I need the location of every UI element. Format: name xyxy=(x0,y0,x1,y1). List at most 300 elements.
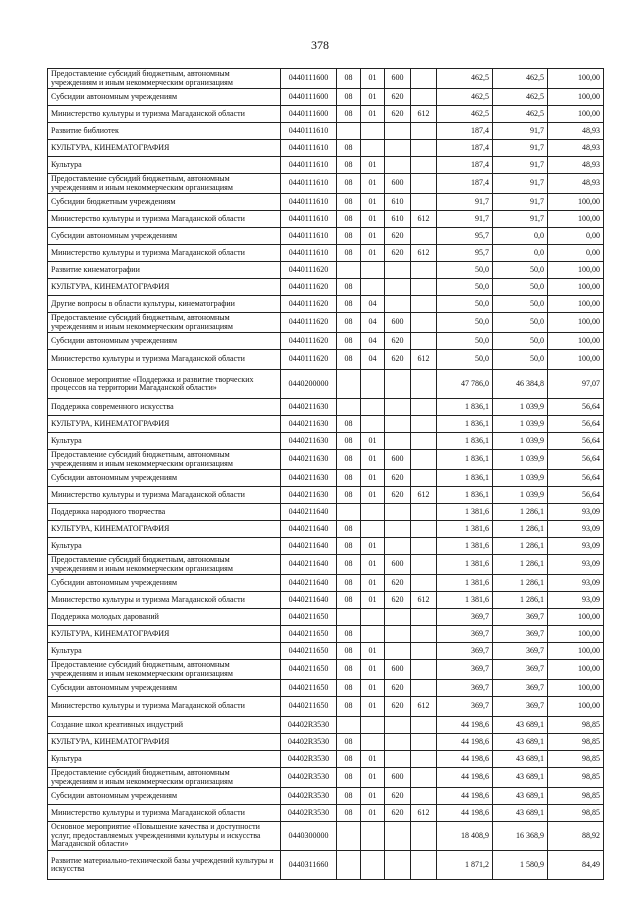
cell-gr xyxy=(411,69,437,89)
cell-exec: 462,5 xyxy=(493,106,548,123)
cell-rz: 08 xyxy=(337,140,361,157)
cell-pr xyxy=(361,734,385,751)
table-row xyxy=(48,279,604,296)
cell-name: Субсидии автономным учреждениям xyxy=(48,333,281,350)
cell-name: Министерство культуры и туризма Магаданской области xyxy=(48,245,281,262)
table-row xyxy=(48,174,604,194)
cell-plan: 462,5 xyxy=(437,106,493,123)
cell-plan: 1 381,6 xyxy=(437,521,493,538)
cell-code: 0440111610 xyxy=(281,194,337,211)
cell-gr xyxy=(411,660,437,680)
cell-pr: 01 xyxy=(361,450,385,470)
cell-name: Культура xyxy=(48,157,281,174)
cell-name: КУЛЬТУРА, КИНЕМАТОГРАФИЯ xyxy=(48,521,281,538)
cell-gr xyxy=(411,416,437,433)
cell-percent: 100,00 xyxy=(548,626,604,643)
cell-rz: 08 xyxy=(337,194,361,211)
cell-vr: 620 xyxy=(385,592,411,609)
cell-vr xyxy=(385,851,411,880)
cell-gr xyxy=(411,262,437,279)
cell-plan: 1 381,6 xyxy=(437,538,493,555)
cell-percent: 100,00 xyxy=(548,69,604,89)
cell-plan: 47 786,0 xyxy=(437,370,493,399)
table-row xyxy=(48,399,604,416)
table-row xyxy=(48,487,604,504)
cell-rz: 08 xyxy=(337,575,361,592)
cell-name: Субсидии автономным учреждениям xyxy=(48,680,281,697)
cell-rz: 08 xyxy=(337,211,361,228)
cell-name: Основное мероприятие «Поддержка и развитие творческих процессов на территории Магаданской области» xyxy=(48,370,281,399)
cell-gr xyxy=(411,521,437,538)
cell-pr: 04 xyxy=(361,296,385,313)
cell-exec: 1 286,1 xyxy=(493,555,548,575)
cell-rz: 08 xyxy=(337,228,361,245)
cell-code: 0440300000 xyxy=(281,822,337,851)
cell-plan: 369,7 xyxy=(437,626,493,643)
cell-vr: 620 xyxy=(385,333,411,350)
cell-exec: 43 689,1 xyxy=(493,751,548,768)
cell-pr xyxy=(361,123,385,140)
cell-exec: 1 039,9 xyxy=(493,487,548,504)
cell-rz xyxy=(337,123,361,140)
table-row xyxy=(48,140,604,157)
cell-gr: 612 xyxy=(411,245,437,262)
cell-pr: 01 xyxy=(361,592,385,609)
cell-exec: 1 286,1 xyxy=(493,504,548,521)
cell-vr xyxy=(385,157,411,174)
cell-code: 0440111620 xyxy=(281,262,337,279)
cell-plan: 1 381,6 xyxy=(437,575,493,592)
cell-name: Министерство культуры и туризма Магаданской области xyxy=(48,592,281,609)
cell-gr xyxy=(411,626,437,643)
cell-gr xyxy=(411,296,437,313)
cell-plan: 369,7 xyxy=(437,680,493,697)
cell-exec: 43 689,1 xyxy=(493,788,548,805)
cell-gr xyxy=(411,194,437,211)
table-row xyxy=(48,450,604,470)
cell-percent: 48,93 xyxy=(548,157,604,174)
cell-name: КУЛЬТУРА, КИНЕМАТОГРАФИЯ xyxy=(48,140,281,157)
cell-vr: 610 xyxy=(385,211,411,228)
cell-rz xyxy=(337,851,361,880)
cell-vr: 610 xyxy=(385,194,411,211)
table-row xyxy=(48,245,604,262)
cell-rz xyxy=(337,399,361,416)
cell-gr xyxy=(411,433,437,450)
cell-code: 0440211640 xyxy=(281,555,337,575)
cell-code: 0440111620 xyxy=(281,313,337,333)
cell-plan: 50,0 xyxy=(437,279,493,296)
cell-code: 04402R3530 xyxy=(281,734,337,751)
cell-percent: 56,64 xyxy=(548,487,604,504)
cell-vr xyxy=(385,538,411,555)
table-row xyxy=(48,768,604,788)
cell-gr xyxy=(411,174,437,194)
cell-name: Предоставление субсидий бюджетным, автономным учреждениям и иным некоммерческим организациям xyxy=(48,660,281,680)
cell-name: Другие вопросы в области культуры, кинематографии xyxy=(48,296,281,313)
cell-vr xyxy=(385,399,411,416)
cell-rz: 08 xyxy=(337,89,361,106)
cell-pr: 01 xyxy=(361,768,385,788)
cell-code: 0440111620 xyxy=(281,296,337,313)
cell-plan: 369,7 xyxy=(437,660,493,680)
cell-gr xyxy=(411,822,437,851)
cell-code: 0440111620 xyxy=(281,333,337,350)
cell-name: Министерство культуры и туризма Магаданской области xyxy=(48,487,281,504)
cell-plan: 187,4 xyxy=(437,174,493,194)
cell-name: Предоставление субсидий бюджетным, автономным учреждениям и иным некоммерческим организациям xyxy=(48,555,281,575)
cell-plan: 91,7 xyxy=(437,211,493,228)
cell-name: КУЛЬТУРА, КИНЕМАТОГРАФИЯ xyxy=(48,416,281,433)
table-row xyxy=(48,643,604,660)
cell-code: 04402R3530 xyxy=(281,768,337,788)
cell-rz: 08 xyxy=(337,433,361,450)
table-row xyxy=(48,592,604,609)
cell-vr xyxy=(385,262,411,279)
cell-pr: 01 xyxy=(361,245,385,262)
cell-plan: 44 198,6 xyxy=(437,805,493,822)
cell-exec: 91,7 xyxy=(493,194,548,211)
cell-percent: 98,85 xyxy=(548,717,604,734)
cell-exec: 1 039,9 xyxy=(493,470,548,487)
cell-gr xyxy=(411,450,437,470)
table-row xyxy=(48,333,604,350)
cell-name: Субсидии автономным учреждениям xyxy=(48,89,281,106)
cell-exec: 369,7 xyxy=(493,697,548,717)
cell-gr xyxy=(411,734,437,751)
cell-rz xyxy=(337,822,361,851)
cell-pr xyxy=(361,399,385,416)
cell-exec: 91,7 xyxy=(493,123,548,140)
cell-rz: 08 xyxy=(337,450,361,470)
cell-exec: 43 689,1 xyxy=(493,734,548,751)
cell-exec: 462,5 xyxy=(493,89,548,106)
cell-rz: 08 xyxy=(337,788,361,805)
cell-vr: 620 xyxy=(385,245,411,262)
cell-vr xyxy=(385,370,411,399)
cell-rz: 08 xyxy=(337,157,361,174)
cell-exec: 1 039,9 xyxy=(493,433,548,450)
cell-gr: 612 xyxy=(411,211,437,228)
cell-rz: 08 xyxy=(337,313,361,333)
cell-pr: 04 xyxy=(361,313,385,333)
cell-name: Культура xyxy=(48,538,281,555)
cell-plan: 187,4 xyxy=(437,140,493,157)
table-row xyxy=(48,734,604,751)
cell-vr xyxy=(385,609,411,626)
cell-pr: 01 xyxy=(361,660,385,680)
cell-percent: 100,00 xyxy=(548,697,604,717)
cell-name: Культура xyxy=(48,643,281,660)
cell-percent: 56,64 xyxy=(548,416,604,433)
cell-code: 0440311660 xyxy=(281,851,337,880)
cell-pr: 04 xyxy=(361,350,385,370)
cell-gr xyxy=(411,228,437,245)
cell-rz: 08 xyxy=(337,751,361,768)
cell-code: 04402R3530 xyxy=(281,751,337,768)
cell-rz: 08 xyxy=(337,296,361,313)
cell-pr: 01 xyxy=(361,174,385,194)
cell-code: 0440211640 xyxy=(281,538,337,555)
cell-exec: 91,7 xyxy=(493,211,548,228)
cell-vr: 620 xyxy=(385,697,411,717)
cell-gr xyxy=(411,788,437,805)
cell-gr xyxy=(411,89,437,106)
cell-percent: 56,64 xyxy=(548,450,604,470)
cell-name: Министерство культуры и туризма Магаданской области xyxy=(48,211,281,228)
cell-name: Основное мероприятие «Повышение качества и доступности услуг, предоставляемых учреждениями культуры и искусства Магаданской области» xyxy=(48,822,281,851)
cell-pr: 01 xyxy=(361,487,385,504)
cell-plan: 50,0 xyxy=(437,350,493,370)
cell-exec: 50,0 xyxy=(493,296,548,313)
table-row xyxy=(48,555,604,575)
cell-gr: 612 xyxy=(411,592,437,609)
cell-gr xyxy=(411,123,437,140)
cell-plan: 95,7 xyxy=(437,228,493,245)
cell-rz: 08 xyxy=(337,333,361,350)
cell-vr xyxy=(385,521,411,538)
cell-vr: 620 xyxy=(385,89,411,106)
cell-exec: 369,7 xyxy=(493,609,548,626)
cell-pr: 01 xyxy=(361,805,385,822)
cell-pr: 01 xyxy=(361,433,385,450)
table-row xyxy=(48,751,604,768)
cell-percent: 93,09 xyxy=(548,555,604,575)
cell-exec: 16 368,9 xyxy=(493,822,548,851)
cell-pr xyxy=(361,626,385,643)
cell-vr: 620 xyxy=(385,228,411,245)
cell-exec: 1 286,1 xyxy=(493,521,548,538)
cell-rz: 08 xyxy=(337,697,361,717)
cell-percent: 98,85 xyxy=(548,734,604,751)
cell-rz: 08 xyxy=(337,470,361,487)
cell-name: Предоставление субсидий бюджетным, автономным учреждениям и иным некоммерческим организациям xyxy=(48,450,281,470)
cell-vr xyxy=(385,140,411,157)
cell-percent: 100,00 xyxy=(548,609,604,626)
cell-percent: 100,00 xyxy=(548,106,604,123)
cell-percent: 88,92 xyxy=(548,822,604,851)
cell-vr xyxy=(385,734,411,751)
cell-percent: 100,00 xyxy=(548,643,604,660)
cell-pr: 01 xyxy=(361,788,385,805)
cell-plan: 462,5 xyxy=(437,89,493,106)
cell-code: 0440111610 xyxy=(281,123,337,140)
cell-plan: 1 381,6 xyxy=(437,504,493,521)
cell-gr xyxy=(411,504,437,521)
cell-rz: 08 xyxy=(337,768,361,788)
cell-pr xyxy=(361,370,385,399)
cell-code: 0440211640 xyxy=(281,592,337,609)
cell-vr xyxy=(385,279,411,296)
cell-plan: 91,7 xyxy=(437,194,493,211)
cell-pr xyxy=(361,279,385,296)
cell-rz: 08 xyxy=(337,592,361,609)
cell-vr: 600 xyxy=(385,660,411,680)
cell-pr: 01 xyxy=(361,211,385,228)
cell-code: 0440211640 xyxy=(281,575,337,592)
cell-name: Культура xyxy=(48,751,281,768)
cell-name: Предоставление субсидий бюджетным, автономным учреждениям и иным некоммерческим организациям xyxy=(48,69,281,89)
cell-name: Субсидии бюджетным учреждениям xyxy=(48,194,281,211)
cell-rz: 08 xyxy=(337,69,361,89)
cell-percent: 56,64 xyxy=(548,433,604,450)
cell-percent: 98,85 xyxy=(548,805,604,822)
table-row xyxy=(48,350,604,370)
cell-gr: 612 xyxy=(411,805,437,822)
cell-vr: 620 xyxy=(385,487,411,504)
cell-vr xyxy=(385,717,411,734)
table-row xyxy=(48,262,604,279)
cell-exec: 0,0 xyxy=(493,245,548,262)
cell-percent: 48,93 xyxy=(548,174,604,194)
cell-name: Предоставление субсидий бюджетным, автономным учреждениям и иным некоммерческим организациям xyxy=(48,174,281,194)
cell-rz: 08 xyxy=(337,555,361,575)
cell-pr: 01 xyxy=(361,228,385,245)
cell-vr: 620 xyxy=(385,350,411,370)
cell-gr xyxy=(411,643,437,660)
cell-vr: 600 xyxy=(385,69,411,89)
cell-code: 0440211650 xyxy=(281,609,337,626)
cell-code: 0440211630 xyxy=(281,433,337,450)
cell-percent: 100,00 xyxy=(548,89,604,106)
cell-vr: 620 xyxy=(385,680,411,697)
cell-code: 0440211650 xyxy=(281,643,337,660)
cell-vr xyxy=(385,416,411,433)
cell-exec: 46 384,8 xyxy=(493,370,548,399)
cell-exec: 1 286,1 xyxy=(493,538,548,555)
cell-name: Предоставление субсидий бюджетным, автономным учреждениям и иным некоммерческим организациям xyxy=(48,313,281,333)
cell-gr xyxy=(411,279,437,296)
cell-exec: 369,7 xyxy=(493,643,548,660)
cell-pr: 01 xyxy=(361,680,385,697)
cell-vr: 620 xyxy=(385,788,411,805)
table-row xyxy=(48,370,604,399)
cell-plan: 187,4 xyxy=(437,123,493,140)
cell-code: 0440211640 xyxy=(281,521,337,538)
cell-gr: 612 xyxy=(411,487,437,504)
cell-percent: 93,09 xyxy=(548,538,604,555)
cell-rz: 08 xyxy=(337,643,361,660)
cell-name: Развитие кинематографии xyxy=(48,262,281,279)
cell-percent: 93,09 xyxy=(548,592,604,609)
table-row xyxy=(48,697,604,717)
cell-exec: 50,0 xyxy=(493,350,548,370)
table-row xyxy=(48,504,604,521)
cell-plan: 1 836,1 xyxy=(437,416,493,433)
cell-plan: 1 381,6 xyxy=(437,592,493,609)
cell-percent: 0,00 xyxy=(548,245,604,262)
cell-exec: 1 286,1 xyxy=(493,592,548,609)
cell-name: Субсидии автономным учреждениям xyxy=(48,575,281,592)
table-row xyxy=(48,822,604,851)
cell-pr xyxy=(361,262,385,279)
cell-pr xyxy=(361,717,385,734)
cell-percent: 98,85 xyxy=(548,751,604,768)
cell-rz: 08 xyxy=(337,106,361,123)
cell-name: Субсидии автономным учреждениям xyxy=(48,228,281,245)
cell-pr: 01 xyxy=(361,470,385,487)
cell-rz: 08 xyxy=(337,660,361,680)
cell-name: Культура xyxy=(48,433,281,450)
cell-vr xyxy=(385,433,411,450)
cell-name: Субсидии автономным учреждениям xyxy=(48,788,281,805)
cell-pr: 01 xyxy=(361,89,385,106)
cell-pr: 04 xyxy=(361,333,385,350)
cell-plan: 1 836,1 xyxy=(437,470,493,487)
table-body xyxy=(48,69,604,880)
cell-plan: 44 198,6 xyxy=(437,717,493,734)
cell-rz xyxy=(337,609,361,626)
table-row xyxy=(48,660,604,680)
cell-gr xyxy=(411,370,437,399)
cell-gr xyxy=(411,399,437,416)
cell-pr: 01 xyxy=(361,751,385,768)
cell-plan: 369,7 xyxy=(437,697,493,717)
cell-rz: 08 xyxy=(337,416,361,433)
cell-rz: 08 xyxy=(337,350,361,370)
table-row xyxy=(48,69,604,89)
cell-code: 0440211650 xyxy=(281,626,337,643)
cell-percent: 56,64 xyxy=(548,399,604,416)
cell-code: 0440211630 xyxy=(281,450,337,470)
cell-rz xyxy=(337,717,361,734)
cell-name: КУЛЬТУРА, КИНЕМАТОГРАФИЯ xyxy=(48,626,281,643)
cell-rz xyxy=(337,370,361,399)
cell-pr xyxy=(361,822,385,851)
cell-plan: 1 871,2 xyxy=(437,851,493,880)
table-row xyxy=(48,575,604,592)
cell-pr xyxy=(361,851,385,880)
cell-exec: 0,0 xyxy=(493,228,548,245)
cell-name: КУЛЬТУРА, КИНЕМАТОГРАФИЯ xyxy=(48,279,281,296)
cell-gr: 612 xyxy=(411,350,437,370)
cell-plan: 1 836,1 xyxy=(437,433,493,450)
cell-gr: 612 xyxy=(411,106,437,123)
table-row xyxy=(48,680,604,697)
cell-exec: 369,7 xyxy=(493,680,548,697)
cell-pr: 01 xyxy=(361,575,385,592)
cell-gr xyxy=(411,470,437,487)
cell-percent: 100,00 xyxy=(548,333,604,350)
cell-exec: 1 039,9 xyxy=(493,416,548,433)
cell-exec: 91,7 xyxy=(493,140,548,157)
cell-exec: 43 689,1 xyxy=(493,717,548,734)
cell-name: КУЛЬТУРА, КИНЕМАТОГРАФИЯ xyxy=(48,734,281,751)
cell-plan: 44 198,6 xyxy=(437,788,493,805)
cell-percent: 56,64 xyxy=(548,470,604,487)
cell-gr xyxy=(411,751,437,768)
cell-pr: 01 xyxy=(361,157,385,174)
cell-plan: 50,0 xyxy=(437,313,493,333)
cell-vr xyxy=(385,296,411,313)
cell-plan: 462,5 xyxy=(437,69,493,89)
cell-vr: 620 xyxy=(385,106,411,123)
cell-pr xyxy=(361,504,385,521)
cell-percent: 100,00 xyxy=(548,350,604,370)
cell-name: Создание школ креативных индустрий xyxy=(48,717,281,734)
cell-name: Поддержка молодых дарований xyxy=(48,609,281,626)
cell-vr xyxy=(385,123,411,140)
table-row xyxy=(48,538,604,555)
cell-percent: 98,85 xyxy=(548,768,604,788)
cell-code: 0440111600 xyxy=(281,89,337,106)
cell-percent: 100,00 xyxy=(548,680,604,697)
table-row xyxy=(48,521,604,538)
cell-name: Министерство культуры и туризма Магаданской области xyxy=(48,805,281,822)
cell-pr: 01 xyxy=(361,106,385,123)
cell-rz xyxy=(337,504,361,521)
cell-vr: 600 xyxy=(385,555,411,575)
